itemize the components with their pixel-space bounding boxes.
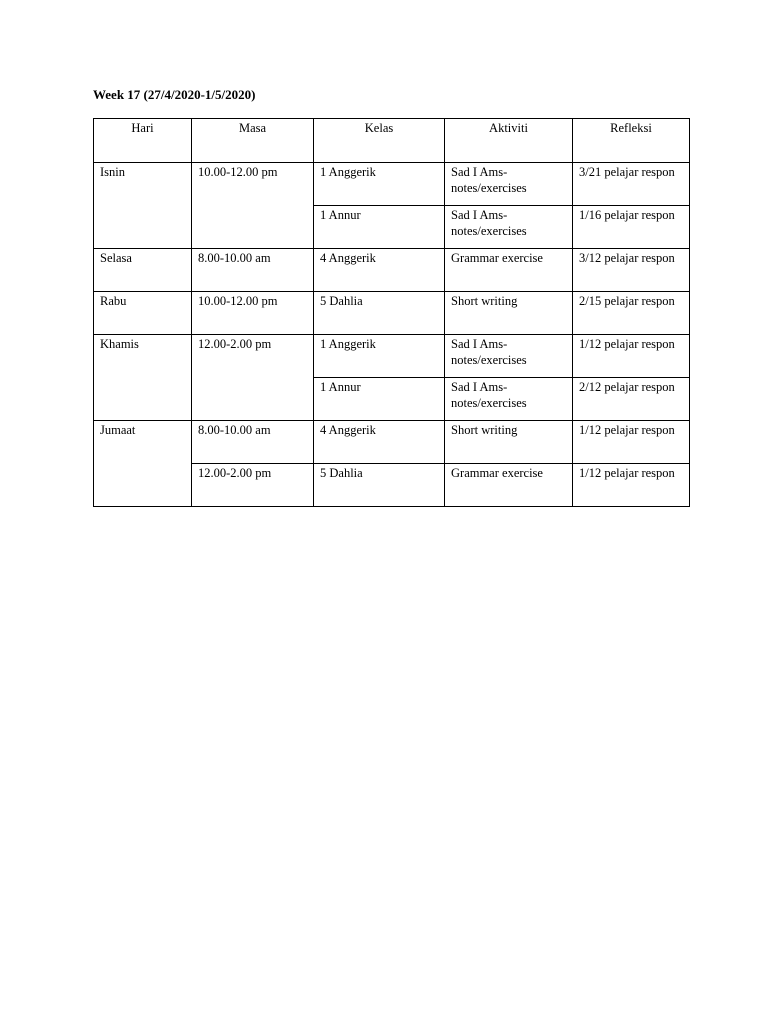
cell-masa: 12.00-2.00 pm <box>192 335 314 421</box>
table-row <box>94 421 690 464</box>
cell-aktiviti: Short writing <box>445 292 573 335</box>
cell-masa: 10.00-12.00 pm <box>192 292 314 335</box>
schedule-table <box>93 118 690 507</box>
cell-hari: Rabu <box>94 292 192 335</box>
cell-refleksi: 3/21 pelajar respon <box>573 163 690 206</box>
cell-hari: Khamis <box>94 335 192 421</box>
cell-kelas: 5 Dahlia <box>314 464 445 507</box>
table-row <box>94 163 690 206</box>
cell-refleksi: 1/16 pelajar respon <box>573 206 690 249</box>
table-header-row <box>94 119 690 163</box>
column-header-hari: Hari <box>94 119 192 163</box>
cell-kelas: 4 Anggerik <box>314 249 445 292</box>
cell-kelas: 4 Anggerik <box>314 421 445 464</box>
cell-kelas: 1 Annur <box>314 378 445 421</box>
cell-hari: Jumaat <box>94 421 192 507</box>
cell-aktiviti: Sad I Ams- notes/exercises <box>445 378 573 421</box>
cell-refleksi: 1/12 pelajar respon <box>573 335 690 378</box>
page-title: Week 17 (27/4/2020-1/5/2020) <box>93 87 256 102</box>
cell-masa: 12.00-2.00 pm <box>192 464 314 507</box>
table-row <box>94 335 690 378</box>
cell-aktiviti: Sad I Ams- notes/exercises <box>445 206 573 249</box>
table-row <box>94 292 690 335</box>
cell-kelas: 5 Dahlia <box>314 292 445 335</box>
cell-refleksi: 2/15 pelajar respon <box>573 292 690 335</box>
cell-refleksi: 2/12 pelajar respon <box>573 378 690 421</box>
column-header-refleksi: Refleksi <box>573 119 690 163</box>
cell-aktiviti: Grammar exercise <box>445 249 573 292</box>
cell-aktiviti: Sad I Ams- notes/exercises <box>445 163 573 206</box>
cell-hari: Isnin <box>94 163 192 249</box>
cell-refleksi: 1/12 pelajar respon <box>573 421 690 464</box>
cell-kelas: 1 Anggerik <box>314 163 445 206</box>
column-header-aktiviti: Aktiviti <box>445 119 573 163</box>
cell-masa: 10.00-12.00 pm <box>192 163 314 249</box>
cell-aktiviti: Grammar exercise <box>445 464 573 507</box>
table-row <box>94 249 690 292</box>
column-header-kelas: Kelas <box>314 119 445 163</box>
cell-kelas: 1 Annur <box>314 206 445 249</box>
cell-kelas: 1 Anggerik <box>314 335 445 378</box>
cell-masa: 8.00-10.00 am <box>192 421 314 464</box>
cell-refleksi: 1/12 pelajar respon <box>573 464 690 507</box>
cell-refleksi: 3/12 pelajar respon <box>573 249 690 292</box>
cell-masa: 8.00-10.00 am <box>192 249 314 292</box>
column-header-masa: Masa <box>192 119 314 163</box>
cell-aktiviti: Sad I Ams- notes/exercises <box>445 335 573 378</box>
cell-hari: Selasa <box>94 249 192 292</box>
cell-aktiviti: Short writing <box>445 421 573 464</box>
